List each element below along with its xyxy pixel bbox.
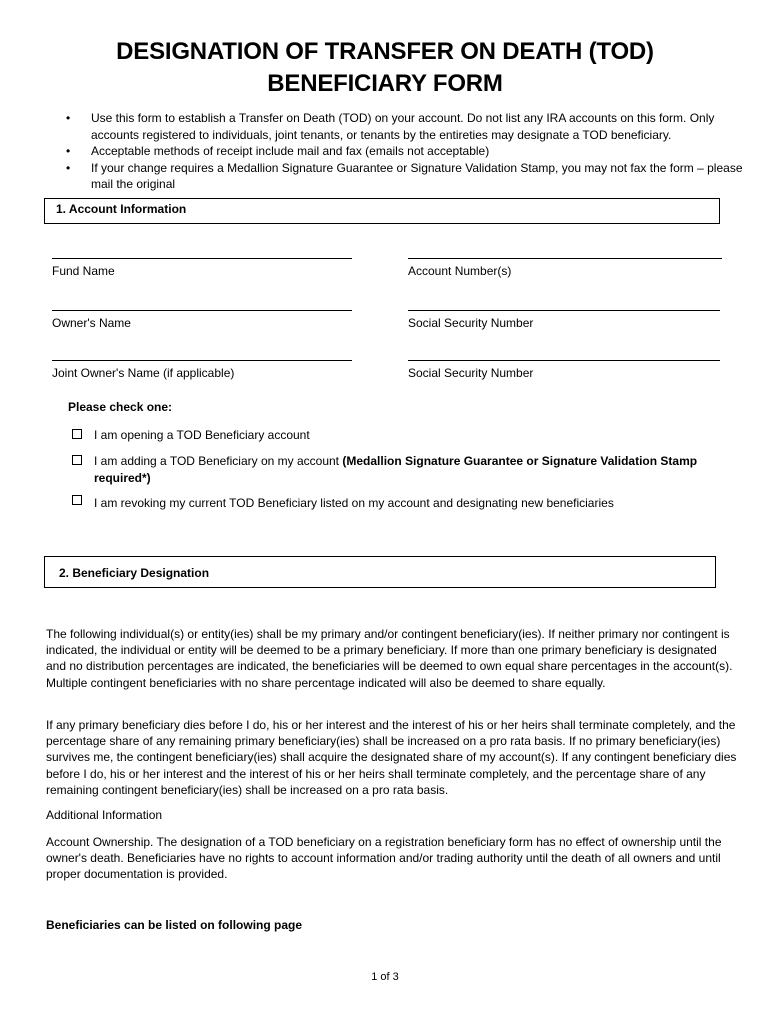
bullet-dot-icon: •	[66, 111, 71, 125]
section-2-heading: 2. Beneficiary Designation	[44, 556, 716, 588]
beneficiary-paragraph-2: If any primary beneficiary dies before I do, his or her interest and the interest of his or her heirs shall terminate completely, and the percentage share of any remaining primary beneficiary(ies) shall be increased on a pro rata basis. If no primary beneficiary(ies) survives me, the contingent beneficiary(ies) shall acquire the designated share of my account(s). If any contingent beneficiary dies before I do, his or her interest and the interest of his or her heirs shall terminate completely, and the percentage share of any remaining contingent beneficiary(ies) shall be increased on a pro rata basis.	[46, 718, 737, 797]
joint-owner-ssn-line[interactable]	[408, 360, 720, 361]
title-line-2: BENEFICIARY FORM	[267, 70, 503, 97]
owner-ssn-field[interactable]	[408, 310, 720, 330]
bullet-dot-icon: •	[66, 160, 71, 175]
option-revoking	[72, 495, 732, 512]
section-1-heading: 1. Account Information	[44, 198, 720, 224]
page-title	[0, 36, 770, 100]
option-revoking-label: I am revoking my current TOD Beneficiary listed on my account and designating new beneficiaries	[94, 496, 614, 510]
account-number-field[interactable]	[408, 258, 722, 278]
owner-name-label: Owner's Name	[52, 316, 131, 330]
option-opening-label: I am opening a TOD Beneficiary account	[94, 428, 310, 442]
option-adding-checkbox[interactable]	[72, 455, 82, 465]
bullet-dot-icon: •	[66, 144, 71, 158]
bullet-item: • Use this form to establish a Transfer on Death (TOD) on your account. Do not list any IRA accounts on this form. Only accounts registered to individuals, joint tenants, or tenants by the entireties may designate a TOD beneficiary.	[66, 111, 715, 142]
owner-name-field[interactable]	[52, 310, 352, 330]
check-one-title: Please check one:	[68, 400, 173, 414]
owner-ssn-line[interactable]	[408, 310, 720, 311]
account-number-line[interactable]	[408, 258, 722, 259]
owner-ssn-label: Social Security Number	[408, 316, 534, 330]
option-opening-checkbox[interactable]	[72, 429, 82, 439]
joint-owner-name-field[interactable]	[52, 360, 352, 380]
beneficiaries-next-page-note: Beneficiaries can be listed on following page	[46, 918, 303, 932]
joint-owner-ssn-label: Social Security Number	[408, 366, 534, 380]
fund-name-line[interactable]	[52, 258, 352, 259]
fund-name-field[interactable]	[52, 258, 352, 278]
option-adding	[72, 453, 736, 486]
joint-owner-ssn-field[interactable]	[408, 360, 720, 380]
bullet-item: • Acceptable methods of receipt include mail and fax (emails not acceptable)	[66, 144, 490, 158]
fund-name-label: Fund Name	[52, 264, 115, 278]
joint-owner-name-label: Joint Owner's Name (if applicable)	[52, 366, 235, 380]
additional-information-heading: Additional Information	[46, 808, 163, 822]
owner-name-line[interactable]	[52, 310, 352, 311]
bullet-item: • If your change requires a Medallion Signature Guarantee or Signature Validation Stamp, you may not fax the form – please mail the original	[66, 160, 743, 191]
option-adding-requirement: (Medallion Signature Guarantee or Signature Validation Stamp required*)	[94, 454, 698, 485]
joint-owner-name-line[interactable]	[52, 360, 352, 361]
beneficiary-paragraph-1: The following individual(s) or entity(ies) shall be my primary and/or contingent beneficiary(ies). If neither primary nor contingent is indicated, the individual or entity will be deemed to be a primary beneficiary. If more than one primary beneficiary is designated and no distribution percentages are indicated, the beneficiaries will be deemed to own equal share percentages in the account(s). Multiple contingent beneficiaries with no share percentage indicated will also be deemed to share equally.	[46, 627, 733, 690]
title-line-1: DESIGNATION OF TRANSFER ON DEATH (TOD)	[116, 38, 654, 65]
option-adding-label: I am adding a TOD Beneficiary on my account (Medallion Signature Guarantee or Signature Validation Stamp required*)	[94, 454, 698, 485]
account-number-label: Account Number(s)	[408, 264, 512, 278]
option-opening	[72, 427, 732, 444]
account-ownership-paragraph: Account Ownership. The designation of a TOD beneficiary on a registration beneficiary form has no effect of ownership until the owner's death. Beneficiaries have no rights to account information and/or trading authority until the death of all owners and until proper documentation is provided.	[46, 835, 722, 882]
page-number: 1 of 3	[371, 971, 399, 983]
option-revoking-checkbox[interactable]	[72, 495, 82, 505]
intro-bullet-list	[66, 110, 746, 193]
